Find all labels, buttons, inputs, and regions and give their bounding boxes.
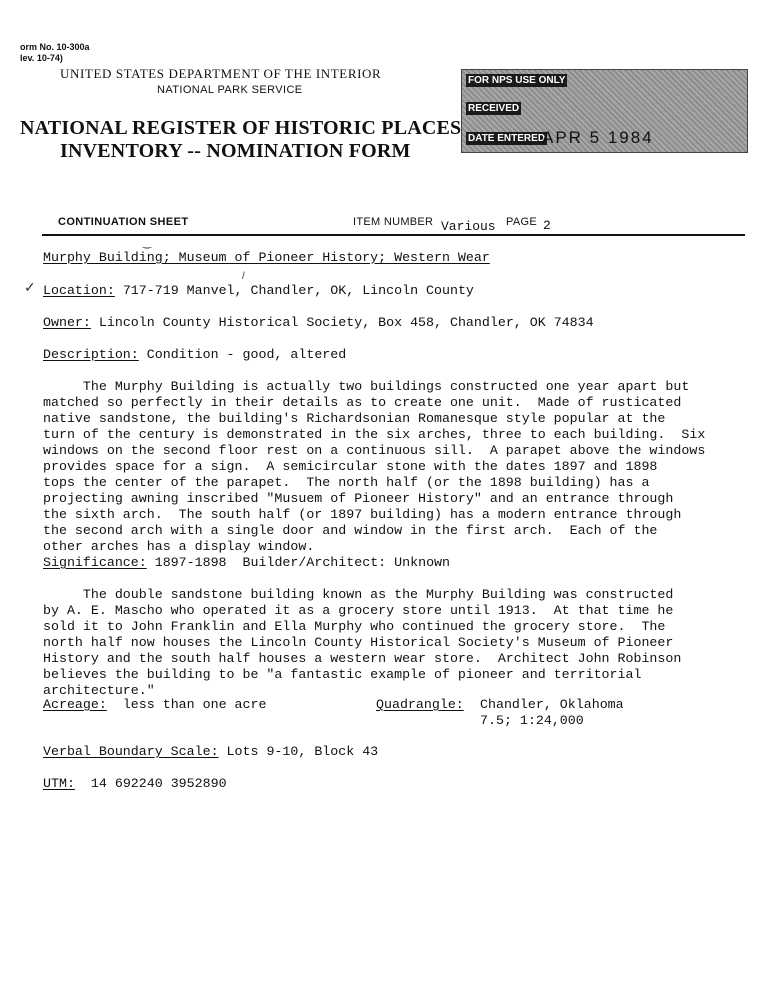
description-line: windows on the second floor rest on a continuous sill. A parapet above the windows: [43, 443, 706, 458]
significance-line: sold it to John Franklin and Ella Murphy who continued the grocery store. The: [43, 619, 666, 634]
form-revision-line: lev. 10-74): [20, 53, 63, 63]
description-label: Description:: [43, 347, 139, 362]
significance-heading: [43, 555, 450, 571]
description-line: provides space for a sign. A semicircular stone with the dates 1897 and 1898: [43, 459, 658, 474]
location-label: Location:: [43, 283, 115, 298]
owner-value: Lincoln County Historical Society, Box 458, Chandler, OK 74834: [98, 315, 594, 330]
description-condition: Condition - good, altered: [146, 347, 347, 362]
builder-value: Unknown: [394, 555, 451, 570]
date-entered-label: DATE ENTERED: [468, 133, 546, 144]
owner-row: [43, 315, 594, 331]
significance-line: north half now houses the Lincoln County Historical Society's Museum of Pioneer: [43, 635, 674, 650]
utm-row: [43, 776, 227, 792]
description-line: tops the center of the parapet. The north half (or the 1898 building) has a: [43, 475, 650, 490]
significance-line: History and the south half houses a western wear store. Architect John Robinson: [43, 651, 682, 666]
handwritten-tick-icon: /: [242, 271, 245, 282]
significance-label: Significance:: [43, 555, 147, 570]
acreage-value: less than one acre: [122, 697, 267, 712]
description-line: The Murphy Building is actually two buildings constructed one year apart but: [43, 379, 690, 394]
department-name: UNITED STATES DEPARTMENT OF THE INTERIOR: [60, 66, 382, 81]
location-row: [43, 283, 474, 299]
date-entered-stamp: APR 5 1984: [542, 128, 654, 147]
handwritten-check-mark-icon: ‿: [143, 238, 152, 249]
description-line: native sandstone, the building's Richardsonian Romanesque style popular at the: [43, 411, 666, 426]
quadrangle-label: Quadrangle:: [376, 697, 464, 712]
for-nps-use-label: FOR NPS USE ONLY: [468, 75, 566, 86]
significance-period: 1897-1898: [154, 555, 227, 570]
boundary-label: Verbal Boundary Scale:: [43, 744, 219, 759]
acreage-label: Acreage:: [43, 697, 107, 712]
quadrangle-row: [376, 697, 464, 713]
quadrangle-name: Chandler, Oklahoma: [480, 697, 624, 712]
significance-line: by A. E. Mascho who operated it as a grocery store until 1913. At that time he: [43, 603, 674, 618]
utm-label: UTM:: [43, 776, 75, 791]
location-value: 717-719 Manvel, Chandler, OK, Lincoln County: [122, 283, 474, 298]
acreage-row: [43, 697, 266, 713]
description-line: the second arch with a single door and window in the first arch. Each of the: [43, 523, 658, 538]
page-label: PAGE: [506, 216, 537, 228]
page-number: 2: [543, 218, 551, 233]
description-line: turn of the century is demonstrated in the six arches, three to each building. Six: [43, 427, 706, 442]
header-rule: [42, 234, 745, 236]
description-line: the sixth arch. The south half (or 1897 building) has a modern entrance through: [43, 507, 682, 522]
continuation-sheet-label: CONTINUATION SHEET: [58, 216, 189, 228]
description-body: [43, 363, 705, 571]
property-name: Murphy Building; Museum of Pioneer History; Western Wear: [43, 250, 490, 265]
description-line: projecting awning inscribed "Musuem of Pioneer History" and an entrance through: [43, 491, 674, 506]
boundary-row: [43, 744, 378, 760]
quadrangle-value: [480, 697, 624, 729]
significance-line: architecture.": [43, 683, 155, 698]
nps-use-only-box: [461, 69, 748, 153]
utm-value: 14 692240 3952890: [90, 776, 227, 791]
description-line: matched so perfectly in their details as to create one unit. Made of rusticated: [43, 395, 682, 410]
form-number-line: orm No. 10-300a: [20, 42, 90, 52]
significance-body: [43, 571, 681, 715]
service-name: NATIONAL PARK SERVICE: [157, 84, 303, 96]
item-number-label: ITEM NUMBER: [353, 216, 434, 228]
received-label: RECEIVED: [468, 103, 520, 114]
description-heading: [43, 347, 346, 363]
handwritten-checkmark-icon: ✓: [24, 279, 36, 295]
boundary-value: Lots 9-10, Block 43: [226, 744, 379, 759]
significance-line: The double sandstone building known as the Murphy Building was constructed: [43, 587, 674, 602]
builder-label: Builder/Architect:: [242, 555, 387, 570]
form-title-line2: INVENTORY -- NOMINATION FORM: [60, 140, 411, 162]
form-title-line1: NATIONAL REGISTER OF HISTORIC PLACES: [20, 117, 462, 139]
quadrangle-scale: 7.5; 1:24,000: [480, 713, 584, 728]
significance-line: believes the building to be "a fantastic example of pioneer and territorial: [43, 667, 642, 682]
form-number: [20, 42, 90, 64]
description-line: other arches has a display window.: [43, 539, 315, 554]
item-number-value: Various: [441, 219, 496, 234]
owner-label: Owner:: [43, 315, 91, 330]
